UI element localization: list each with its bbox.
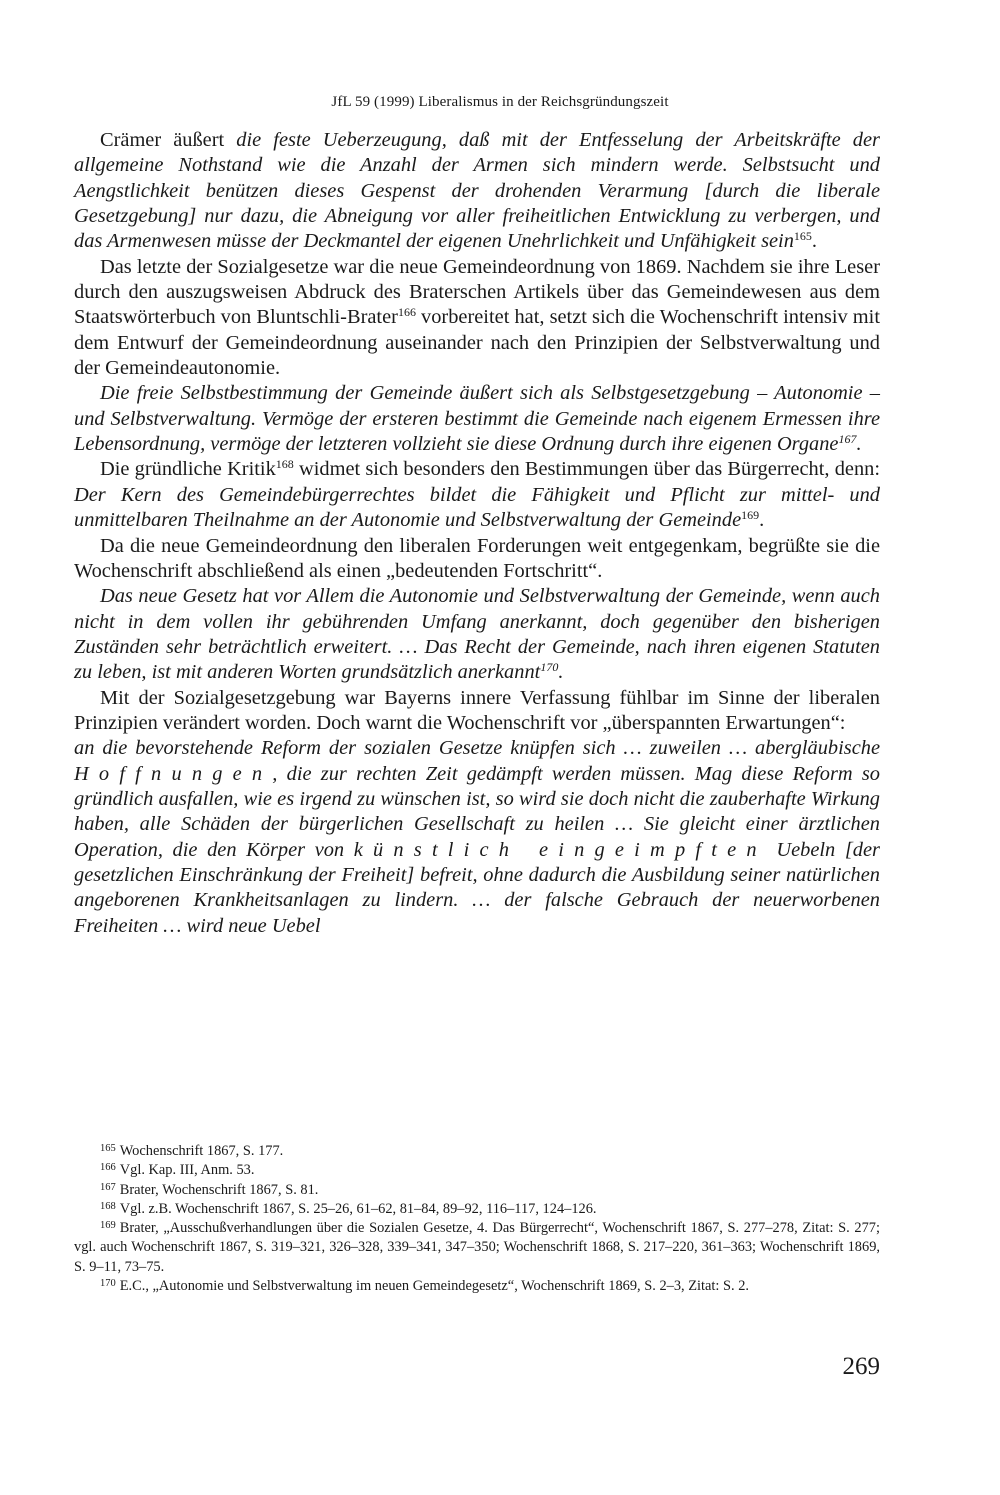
footnote-ref: 170 [540,660,559,675]
text-run: . [759,509,765,532]
text-run: widmet sich besonders den Bestimmungen über das Bürgerrecht, denn: [293,458,880,481]
footnote-number: 168 [100,1200,116,1212]
paragraph-2 [74,255,880,382]
footnote-text: Brater, Wochenschrift 1867, S. 81. [119,1181,319,1198]
quote-text: Der Kern des Gemeindebürgerrechtes bildet die Fähigkeit und Pflicht zur mittel- und unmittelbaren Theilnahme an der Autonomie und Selbstverwaltung der Gemeinde [74,483,880,532]
text-run: . [856,433,862,456]
spaced-emphasis: Hoffnungen [74,762,273,785]
footnote-text: Vgl. Kap. III, Anm. 53. [119,1162,255,1179]
text-run: Crämer äußert [100,129,237,151]
quote-text: die feste Ueberzeugung, daß mit der Entfesselung der Arbeitskräfte der allgemeine Nothstand wie die Anzahl der Armen sich mindern werde. Selbstsucht und Aengstlichkeit benützen dieses Gespenst der drohenden Verarmung [durch die liberale Gesetzgebung] nur dazu, die Abneigung vor aller freiheitlichen Entwicklung zu verbergen, und das Armenwesen müsse der Deckmantel der eigenen Unehrlichkeit und Unfähigkeit sein [74,129,880,253]
paragraph-3 [74,457,880,533]
footnote [74,1142,880,1161]
footnote-number: 169 [100,1220,116,1232]
footnote-ref: 169 [741,508,760,523]
running-header: JfL 59 (1999) Liberalismus in der Reichsgründungszeit [331,94,669,110]
footnote-ref: 168 [275,457,294,472]
paragraph-1 [74,128,880,255]
block-quote-1 [74,381,880,457]
text-run: Die gründliche Kritik [100,458,276,481]
footnote [74,1181,880,1200]
footnote-ref: 167 [838,432,857,447]
footnote [74,1200,880,1219]
quote-text: , die zur rechten Zeit gedämpft werden müssen. Mag diese Reform so gründlich ausfallen, wie es irgend zu wünschen ist, so wird sie doch nicht die zauberhafte Wirkung haben, alle Schäden der bürgerlichen Gesellschaft zu heilen … Sie gleicht einer ärztlichen Operation, die den Körper von [74,762,880,861]
quote-text: Die freie Selbstbestimmung der Gemeinde äußert sich als Selbstgesetzgebung – Autonomie – und Selbstverwaltung. Vermöge der ersteren bestimmt die Gemeinde nach eigenem Ermessen ihre Lebensordnung, vermöge der letzteren vollzieht sie diese Ordnung durch ihre eigenen Organe [74,382,880,456]
quote-text: Uebeln [der gesetzlichen Einschränkung der Freiheit] befreit, ohne dadurch die Ausbildung seiner natürlichen angeborenen Krankheitsanlagen zu lindern. … der falsche Gebrauch der neuerworbenen Freiheiten … wird neue Uebel [74,838,880,937]
block-quote-2 [74,584,880,685]
text-run: vorbereitet hat, setzt sich die Wochenschrift intensiv mit dem Entwurf der Gemeindeordnung auseinander nach den Prinzipien der Selbstverwaltung und der Gemeindeautonomie. [74,306,880,380]
text-run: . [558,661,564,684]
footnote-text: Brater, „Ausschußverhandlungen über die Sozialen Gesetze, 4. Das Bürgerrecht“, Wochenschrift 1867, S. 277–278, Zitat: S. 277; vgl. auch Wochenschrift 1867, S. 319–321, 326–328, 339–341, 347–350; Wochenschrift 1868, S. 217–220, 361–363; Wochenschrift 1869, S. 9–11, 73–75. [74,1220,880,1275]
footnote-text: Wochenschrift 1867, S. 177. [119,1143,284,1159]
spaced-emphasis: künstlich eingeimpften [353,838,767,861]
page-number: 269 [842,1353,880,1380]
main-text [74,128,880,939]
footnote-number: 167 [100,1181,116,1193]
paragraph-4: Da die neue Gemeindeordnung den liberalen Forderungen weit entgegenkam, begrüßte sie die Wochenschrift abschließend als einen „bedeutenden Fortschritt“. [74,534,880,582]
footnote-ref: 165 [793,229,812,244]
footnote-number: 166 [100,1162,116,1174]
text-run: Das letzte der Sozialgesetze war die neue Gemeindeordnung von 1869. Nachdem sie ihre Leser durch den auszugsweisen Abdruck des Braterschen Artikels über das Gemeindewesen aus dem Staatswörterbuch von Bluntschli-Brater [74,255,880,329]
paragraph-5: Mit der Sozialgesetzgebung war Bayerns innere Verfassung fühlbar im Sinne der liberalen Prinzipien verändert worden. Doch warnt die Wochenschrift vor „überspannten Erwartungen“: [74,686,880,734]
text-run: . [811,230,818,253]
quote-text: Das neue Gesetz hat vor Allem die Autonomie und Selbstverwaltung der Gemeinde, wenn auch nicht in dem vollen ihr gebührenden Umfang anerkannt, doch gegenüber den bisherigen Zuständen sehr beträchtlich erweitert. … Das Recht der Gemeinde, nach ihren eigenen Statuten zu leben, ist mit anderen Worten grundsätzlich anerkannt [74,585,880,684]
footnote [74,1277,880,1296]
footnote [74,1161,880,1180]
footnote-ref: 166 [397,305,416,320]
block-quote-3 [74,736,880,939]
footnote-text: Vgl. z.B. Wochenschrift 1867, S. 25–26, 61–62, 81–84, 89–92, 116–117, 124–126. [119,1200,597,1217]
footnote [74,1219,880,1277]
quote-text: an die bevorstehende Reform der sozialen Gesetze knüpfen sich … zuweilen … abergläubische [74,737,880,760]
footnotes [74,1142,880,1296]
footnote-text: E.C., „Autonomie und Selbstverwaltung im neuen Gemeindegesetz“, Wochenschrift 1869, S. 2–3, Zitat: S. 2. [119,1278,749,1295]
footnote-number: 165 [100,1143,116,1154]
footnote-number: 170 [100,1278,116,1290]
